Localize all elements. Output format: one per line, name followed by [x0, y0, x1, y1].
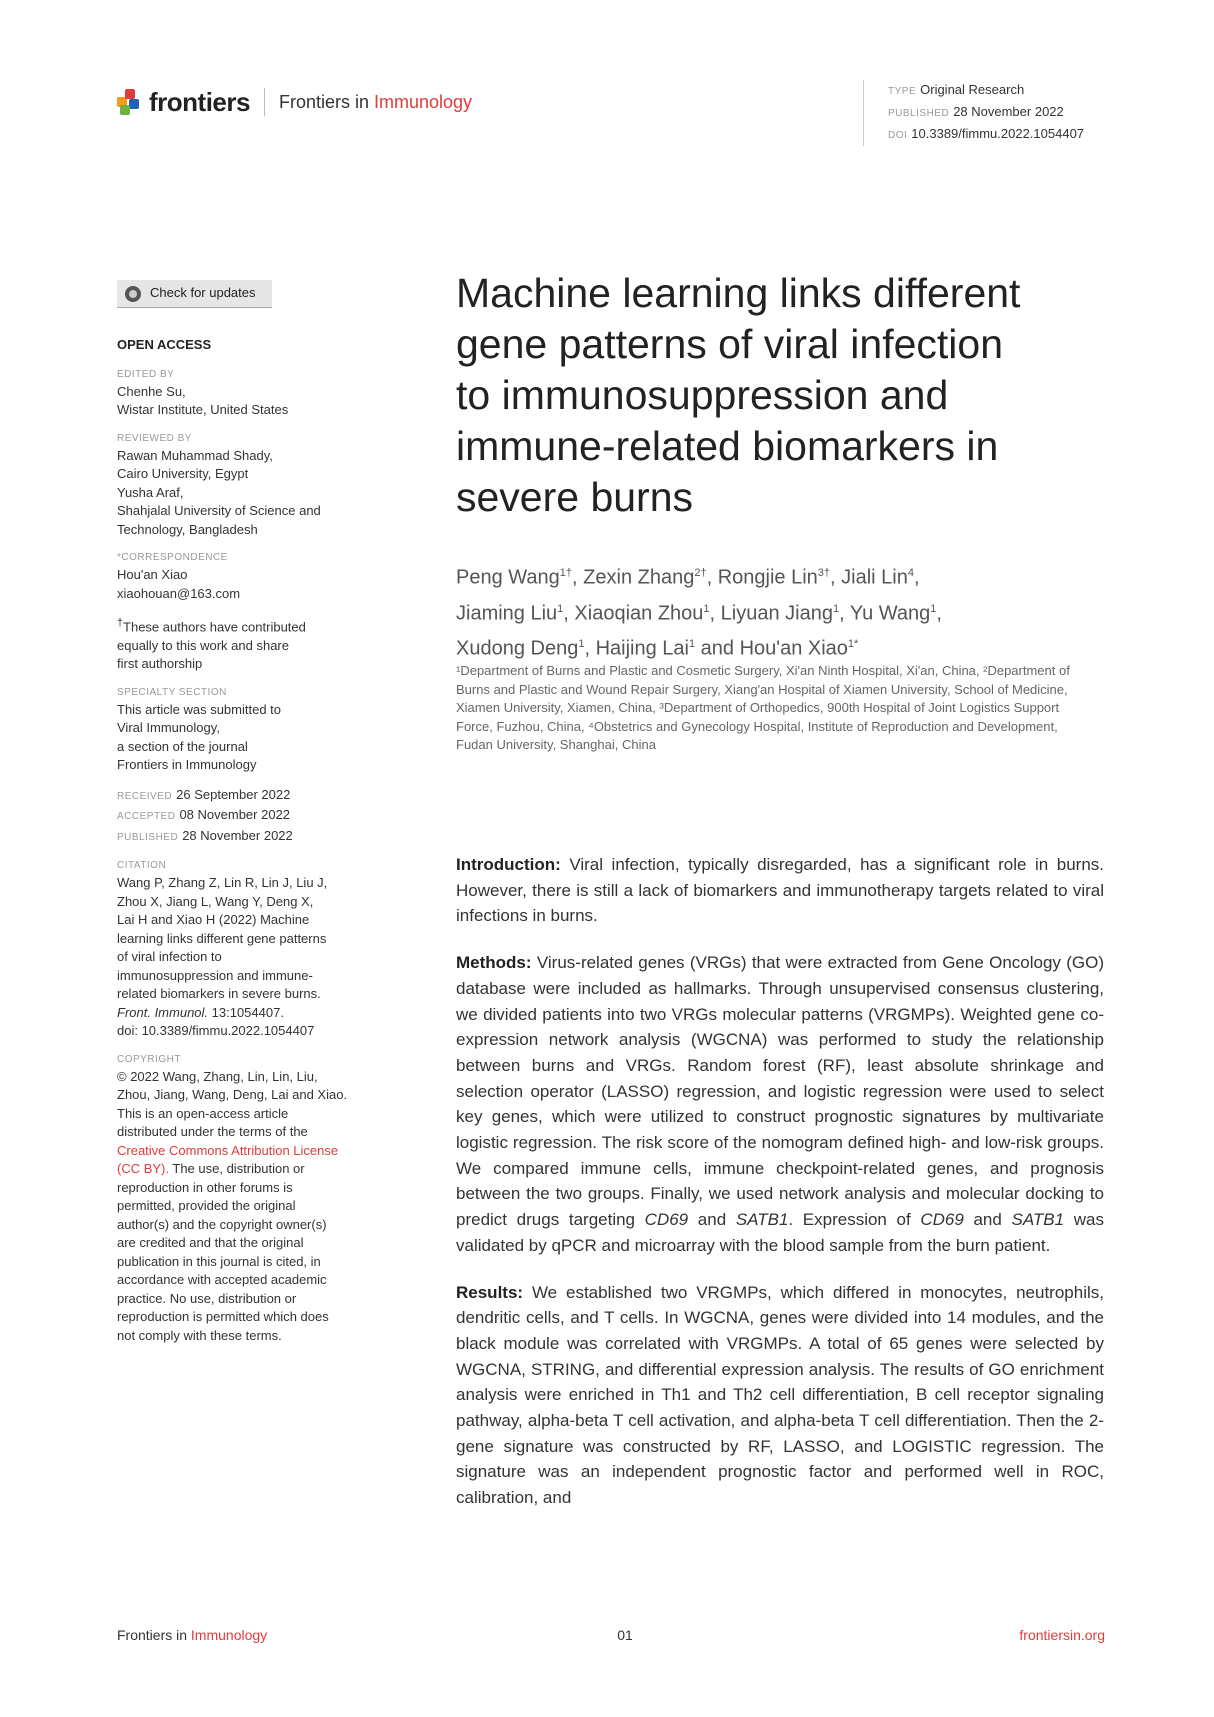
article-dates: RECEIVED 26 September 2022 ACCEPTED 08 November 2022 PUBLISHED 28 November 2022	[117, 786, 293, 843]
author-name[interactable]: Peng Wang	[456, 566, 560, 589]
footer-site-link[interactable]: frontiersin.org	[1019, 1627, 1105, 1643]
article-meta	[863, 80, 1084, 146]
reviewed-by: REVIEWED BY Rawan Muhammad Shady, Cairo University, Egypt Yusha Araf, Shahjalal University of Science and Technology, Bangladesh	[117, 432, 321, 537]
correspondence: *CORRESPONDENCE Hou'an Xiao xiaohouan@163.com	[117, 550, 372, 603]
journal-accent: Immunology	[374, 91, 473, 112]
author-name[interactable]: Xudong Deng	[456, 637, 579, 660]
abstract	[456, 852, 1104, 1532]
license-link[interactable]: Creative Commons Attribution License	[117, 1142, 339, 1158]
author-name[interactable]: Jiali Lin	[841, 566, 908, 589]
abstract-methods: Methods: Virus-related genes (VRGs) that were extracted from Gene Oncology (GO) database were included as hallmarks. Through unsupervised consensus clustering, we divided patients into two VRGs molecular patterns (VRGMPs). Weighted gene co-expression network analysis (WGCNA) was performed to study the relationship between burns and VRGs. Random forest (RF), least absolute shrinkage and selection operator (LASSO) regression, and logistic regression were used to select key genes, which were utilized to construct prognostic signatures by multivariate logistic regression. The risk score of the nomogram defined high- and low-risk groups. We compared immune cells, immune checkpoint-related genes, and prognosis between the two groups. Finally, we used network analysis and molecular docking to predict drugs targeting CD69 and SATB1. Expression of CD69 and SATB1 was validated by qPCR and microarray with the blood sample from the burn patient.	[456, 953, 1104, 1255]
specialty-section: SPECIALTY SECTION This article was submitted to Viral Immunology, a section of the journal Frontiers in Immunology	[117, 686, 282, 773]
citation-doi[interactable]: doi: 10.3389/fimmu.2022.1054407	[117, 1023, 315, 1039]
license-link-cc-by[interactable]: (CC BY).	[117, 1161, 169, 1177]
author-note: †These authors have contributed equally to this work and share first authorship	[117, 617, 306, 672]
author-name[interactable]: Hou'an Xiao	[739, 637, 848, 660]
author-list: Peng Wang$^{1\dagger}$, Zexin Zhang$^{2\dagger}$, Rongjie Lin$^{3\dagger}$, Jiali Lin$^4$, Jiaming Liu$^1$, Xiaoqian Zhou$^1$, Liyuan Jiang$^1$, Yu Wang$^1$, Xudong Deng$^1$, Haijing Lai$^1$ and Hou'an Xiao$^{1*}$	[456, 566, 942, 660]
frontiers-logo[interactable]	[117, 86, 472, 118]
article-title: Machine learning links different gene patterns of viral infection to immunosuppression and immune-related biomarkers in severe burns	[456, 270, 1021, 520]
footer-journal[interactable]: Frontiers in Immunology	[117, 1627, 268, 1643]
sidebar	[117, 280, 372, 1356]
journal-prefix: Frontiers in	[278, 91, 374, 112]
open-access-label: OPEN ACCESS	[117, 337, 212, 352]
check-for-updates-button[interactable]: Check for updates	[117, 280, 272, 308]
crossmark-icon	[125, 286, 141, 302]
edited-by: EDITED BY Chenhe Su, Wistar Institute, United States	[117, 368, 289, 417]
author-name[interactable]: Rongjie Lin	[717, 566, 818, 589]
abstract-introduction: Introduction: Viral infection, typically disregarded, has a significant role in burns. However, there is still a lack of biomarkers and immunotherapy targets related to viral infections in burns.	[456, 855, 1104, 926]
author-name[interactable]: Zexin Zhang	[583, 566, 695, 589]
article-published: PUBLISHED 28 November 2022	[888, 104, 1064, 119]
logo-divider	[264, 88, 265, 116]
correspondence-email[interactable]: xiaohouan@163.com	[117, 585, 241, 601]
author-name[interactable]: Xiaoqian Zhou	[574, 602, 704, 625]
abstract-results: Results: We established two VRGMPs, which differed in monocytes, neutrophils, dendritic cells, and T cells. In WGCNA, genes were divided into 14 modules, and the black module was correlated with VRGMPs. A total of 65 genes were selected by WGCNA, STRING, and differential expression analysis. The results of GO enrichment analysis were enriched in Th1 and Th2 cell differentiation, B cell receptor signaling pathway, alpha-beta T cell activation, and alpha-beta T cell differentiation. Then the 2-gene signature was constructed by RF, LASSO, and LOGISTIC regression. The signature was an independent prognostic factor and performed well in ROC, calibration, and	[456, 1282, 1104, 1508]
affiliations: ¹Department of Burns and Plastic and Cosmetic Surgery, Xi'an Ninth Hospital, Xi'an, China, ²Department of Burns and Plastic and Wound Repair Surgery, Xiang'an Hospital of Xiamen University, School of Medicine, Xiamen University, Xiamen, China, ³Department of Orthopedics, 900th Hospital of Joint Logistics Support Force, Fuzhou, China, ⁴Obstetrics and Gynecology Hospital, Institute of Reproduction and Development, Fudan University, Shanghai, China	[456, 663, 1070, 752]
author-name[interactable]: Yu Wang	[849, 602, 931, 625]
citation: CITATION Wang P, Zhang Z, Lin R, Lin J, Liu J, Zhou X, Jiang L, Wang Y, Deng X, Lai H and Xiao H (2022) Machine learning links different gene patterns of viral infection to immunosuppression and immune- related biomarkers in severe burns. Front. Immunol. 13:1054407. doi: 10.3389/fimmu.2022.1054407	[117, 858, 372, 1041]
author-name[interactable]: Haijing Lai	[595, 637, 689, 660]
frontiers-logo-icon	[117, 89, 141, 115]
page-number: 01	[617, 1627, 633, 1643]
article-doi[interactable]: DOI 10.3389/fimmu.2022.1054407	[888, 126, 1085, 141]
copyright: COPYRIGHT © 2022 Wang, Zhang, Lin, Lin, Liu, Zhou, Jiang, Wang, Deng, Lai and Xiao. This is an open-access article distributed under the terms of the Creative Commons Attribution License (CC BY). The use, distribution or reproduction in other forums is permitted, provided the original author(s) and the copyright owner(s) are credited and that the original publication in this journal is cited, in accordance with accepted academic practice. No use, distribution or reproduction is permitted which does not comply with these terms.	[117, 1052, 372, 1346]
article-type: TYPE Original Research	[888, 82, 1025, 97]
author-name[interactable]: Liyuan Jiang	[720, 602, 833, 625]
logo-text: frontiers	[149, 86, 250, 117]
author-name[interactable]: Jiaming Liu	[456, 602, 558, 625]
journal-name[interactable]	[279, 92, 472, 113]
